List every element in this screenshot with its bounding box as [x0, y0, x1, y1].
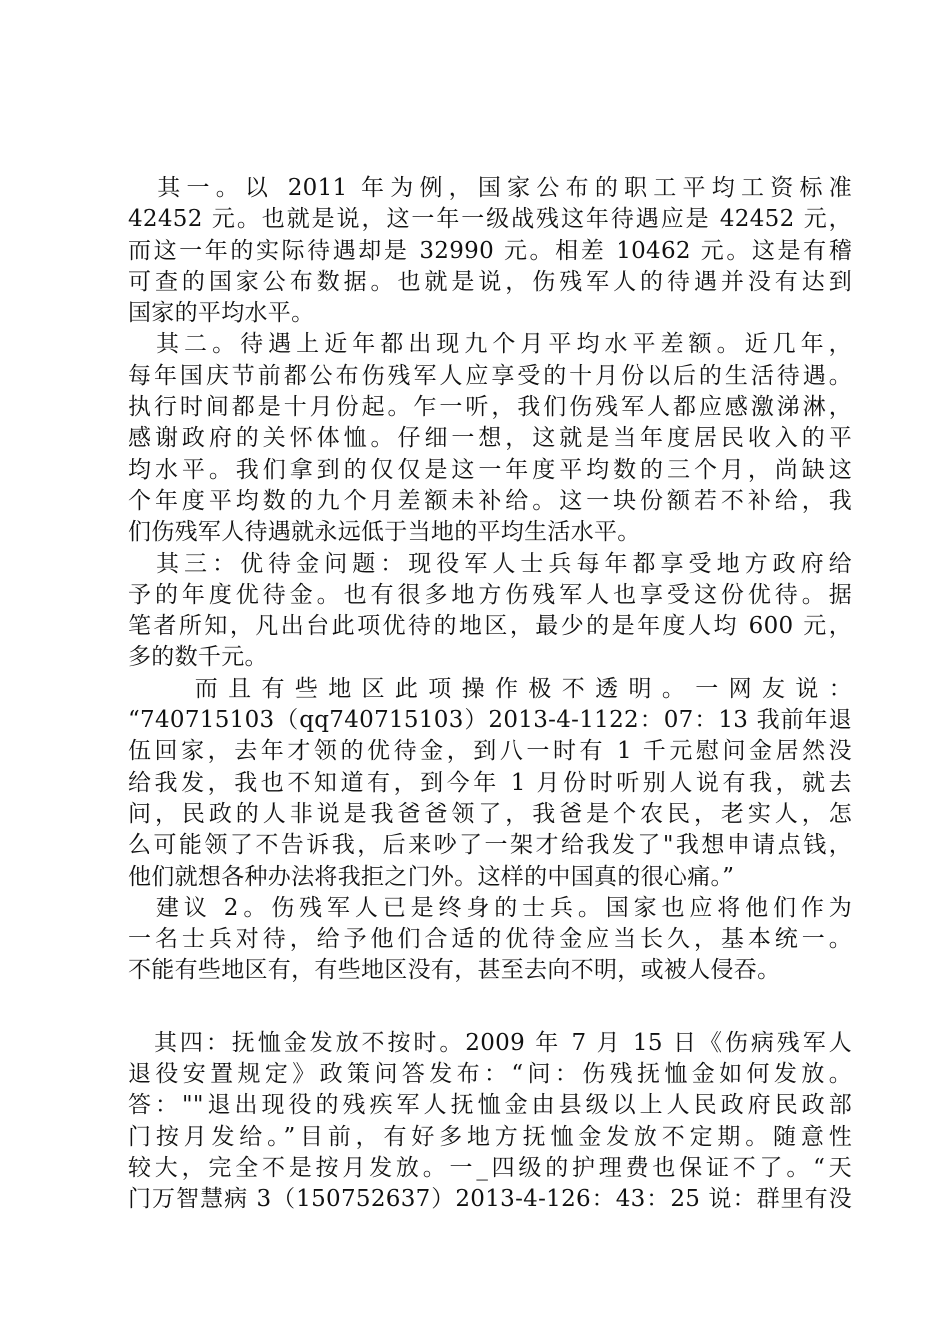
- text-line: 他们就想各种办法将我拒之门外。这样的中国真的很心痛。”: [128, 863, 735, 890]
- text-line: 建议 2。伤残军人已是终身的士兵。国家也应将他们作为: [128, 894, 852, 921]
- paragraph-spacer: [128, 987, 852, 1028]
- text-line: 国家的平均水平。: [128, 300, 315, 327]
- text-line: 可查的国家公布数据。也就是说，伤残军人的待遇并没有达到: [128, 268, 852, 295]
- text-line: 伍回家，去年才领的优待金，到八一时有 1 千元慰问金居然没: [128, 738, 852, 765]
- text-line: 42452 元。也就是说，这一年一级战残这年待遇应是 42452 元，: [128, 206, 852, 233]
- text-line: 门万智慧病 3（150752637）2013-4-126：43：25 说：群里有没: [128, 1186, 852, 1213]
- text-line: 么可能领了不告诉我，后来吵了一架才给我发了"我想申请点钱，: [128, 832, 852, 859]
- text-line: 予的年度优待金。也有很多地方伤残军人也享受这份优待。据: [128, 581, 852, 608]
- text-line: 而这一年的实际待遇却是 32990 元。相差 10462 元。这是有稽: [128, 237, 852, 264]
- text-line: 而且有些地区此项操作极不透明。一网友说：: [128, 675, 852, 702]
- text-line: 均水平。我们拿到的仅仅是这一年度平均数的三个月，尚缺这: [128, 456, 852, 483]
- text-line: 不能有些地区有，有些地区没有，甚至去向不明，或被人侵吞。: [128, 957, 781, 984]
- paragraph-4: [128, 674, 852, 893]
- text-line: 笔者所知，凡出台此项优待的地区，最少的是年度人均 600 元，: [128, 613, 852, 640]
- text-line: 每年国庆节前都公布伤残军人应享受的十月份以后的生活待遇。: [128, 362, 852, 389]
- text-line: 答：""退出现役的残疾军人抚恤金由县级以上人民政府民政部: [128, 1092, 852, 1119]
- body-text: [128, 173, 852, 1216]
- paragraph-5: [128, 893, 852, 987]
- text-line: 个年度平均数的九个月差额未补给。这一块份额若不补给，我: [128, 487, 852, 514]
- paragraph-1: [128, 173, 852, 329]
- text-line: “740715103（qq740715103）2013-4-1122：07：13 我前年退: [128, 707, 852, 734]
- paragraph-3: [128, 549, 852, 674]
- text-line: 给我发，我也不知道有，到今年 1 月份时听别人说有我，就去: [128, 769, 852, 796]
- text-line: 其一。以 2011 年为例，国家公布的职工平均工资标准: [128, 175, 852, 201]
- text-line: 较大，完全不是按月发放。一_四级的护理费也保证不了。“天: [128, 1154, 852, 1181]
- text-line: 执行时间都是十月份起。乍一听，我们伤残军人都应感激涕淋，: [128, 394, 852, 421]
- text-line: 其二。待遇上近年都出现九个月平均水平差额。近几年，: [128, 331, 852, 358]
- text-line: 一名士兵对待，给予他们合适的优待金应当长久，基本统一。: [128, 926, 852, 953]
- text-line: 感谢政府的关怀体恤。仔细一想，这就是当年度居民收入的平: [128, 425, 852, 452]
- text-line: 们伤残军人待遇就永远低于当地的平均生活水平。: [128, 519, 641, 546]
- paragraph-2: [128, 329, 852, 548]
- text-line: 门按月发给。”目前，有好多地方抚恤金发放不定期。随意性: [128, 1123, 852, 1150]
- text-line: 多的数千元。: [128, 644, 268, 671]
- text-line: 其三：优待金问题：现役军人士兵每年都享受地方政府给: [128, 550, 852, 577]
- text-line: 其四：抚恤金发放不按时。2009 年 7 月 15 日《伤病残军人: [128, 1029, 852, 1056]
- paragraph-6: [128, 1028, 852, 1216]
- text-line: 退役安置规定》政策问答发布：“问：伤残抚恤金如何发放。: [128, 1061, 852, 1088]
- text-line: 问，民政的人非说是我爸爸领了，我爸是个农民，老实人，怎: [128, 800, 852, 827]
